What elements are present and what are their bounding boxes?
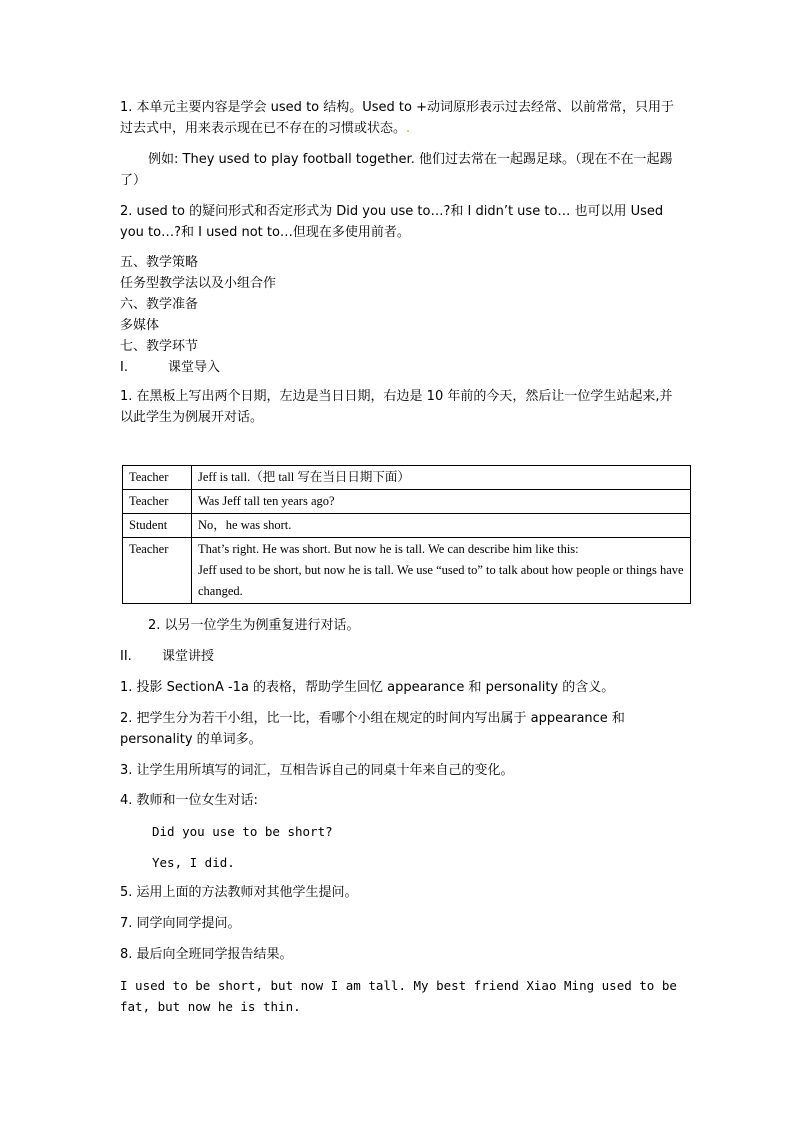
part-2-number: II. — [120, 649, 132, 664]
list-item: 5. 运用上面的方法教师对其他学生提问。 — [120, 885, 358, 900]
section-7-heading: 七、教学环节 — [120, 339, 199, 354]
final-report-example: I used to be short, but now I am tall. My best friend Xiao Ming used to be fat, but now he is thin. — [120, 978, 685, 1014]
table-row — [123, 490, 691, 514]
part-2-title: 课堂讲授 — [162, 649, 215, 664]
part-1-heading — [120, 357, 680, 378]
part-1-title: 课堂导入 — [168, 360, 221, 375]
paragraph-text: 1. 本单元主要内容是学会 used to 结构。Used to +动词原形表示过去经常、以前常常，只用于过去式中，用来表示现在已不存在的习惯或状态。 — [120, 100, 674, 136]
list-item: 8. 最后向全班同学报告结果。 — [120, 947, 293, 962]
part-1-step-2: 2. 以另一位学生为例重复进行对话。 — [148, 618, 360, 633]
role-cell: Teacher — [123, 466, 192, 490]
part-2-heading — [120, 646, 680, 667]
paragraph-question-negative-forms: 2. used to 的疑问形式和否定形式为 Did you use to…?和 I didn’t use to… 也可以用 Used you to…?和 I used not to…但现在多使用前者。 — [120, 204, 668, 240]
line-text: Jeff used to be short, but now he is tall. We use “used to” to talk about how people or things have changed. — [198, 563, 684, 598]
dialogue-answer: Yes, I did. — [152, 855, 235, 870]
list-item: 1. 投影 SectionA -1a 的表格，帮助学生回忆 appearance 和 personality 的含义。 — [120, 680, 615, 695]
section-5-body: 任务型教学法以及小组合作 — [120, 276, 277, 291]
stray-mark: . — [406, 121, 411, 136]
part-1-number: I. — [120, 360, 128, 375]
line-cell: No，he was short. — [192, 514, 691, 538]
table-row — [123, 466, 691, 490]
section-5-heading: 五、教学策略 — [120, 255, 199, 270]
line-text: That’s right. He was short. But now he is tall. We can describe him like this: — [198, 542, 579, 556]
example-paragraph: 例如: They used to play football together. 他们过去常在一起踢足球。（现在不在一起踢了） — [120, 152, 673, 188]
section-6-body: 多媒体 — [120, 318, 160, 333]
table-row — [123, 514, 691, 538]
role-cell: Teacher — [123, 538, 192, 604]
line-cell — [192, 538, 691, 604]
section-6-heading: 六、教学准备 — [120, 297, 199, 312]
list-item: 3. 让学生用所填写的词汇，互相告诉自己的同桌十年来自己的变化。 — [120, 763, 514, 778]
list-item: 4. 教师和一位女生对话: — [120, 793, 258, 808]
line-cell: Jeff is tall.（把 tall 写在当日日期下面） — [192, 466, 691, 490]
dialogue-table — [122, 465, 691, 604]
part-1-step-1: 1. 在黑板上写出两个日期，左边是当日日期，右边是 10 年前的今天，然后让一位学生站起来,并以此学生为例展开对话。 — [120, 389, 673, 425]
list-item: 7. 同学向同学提问。 — [120, 916, 241, 931]
paragraph-used-to-intro — [120, 97, 680, 139]
line-cell: Was Jeff tall ten years ago? — [192, 490, 691, 514]
role-cell: Student — [123, 514, 192, 538]
dialogue-question: Did you use to be short? — [152, 824, 333, 839]
role-cell: Teacher — [123, 490, 192, 514]
list-item: 2. 把学生分为若干小组，比一比，看哪个小组在规定的时间内写出属于 appearance 和 personality 的单词多。 — [120, 711, 630, 747]
table-row — [123, 538, 691, 604]
